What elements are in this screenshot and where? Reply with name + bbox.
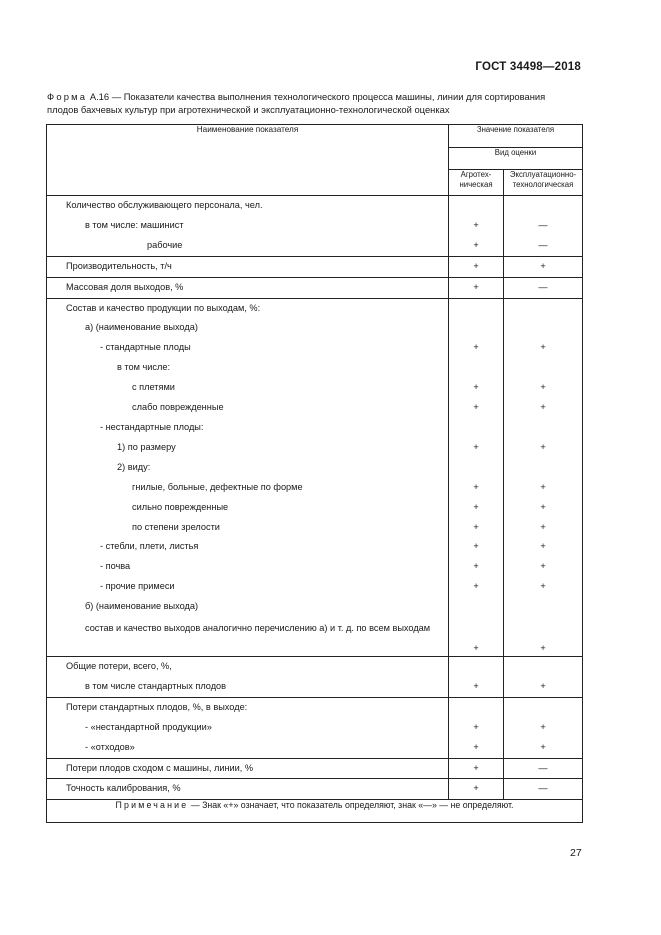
agro-cell: + [449,779,504,800]
agro-cell [449,196,504,216]
table-row-label: - почва [47,557,449,577]
page-number: 27 [570,847,582,859]
expl-cell [504,196,583,216]
expl-cell: + [504,518,583,538]
agro-cell [449,597,504,617]
agro-cell: + [449,537,504,557]
expl-cell [504,657,583,677]
agro-cell: + [449,478,504,498]
table-row-label: - прочие примеси [47,577,449,597]
table-row-label: в том числе: [47,358,449,378]
table-row-label: Состав и качество продукции по выходам, %: [47,298,449,318]
table-row-label: 2) виду: [47,458,449,478]
table-row-label: - стебли, плети, листья [47,537,449,557]
table-row-label: состав и качество выходов аналогично перечислению а) и т. д. по всем выходам [47,617,449,657]
table-row-label: б) (наименование выхода) [47,597,449,617]
agro-cell: + [449,557,504,577]
agro-cell [449,358,504,378]
expl-cell: + [504,617,583,657]
col-header-name: Наименование показателя [47,125,449,196]
expl-cell: + [504,478,583,498]
table-row-label: - «нестандартной продукции» [47,718,449,738]
indicators-table [46,124,583,823]
agro-cell: + [449,617,504,657]
col-header-eval: Вид оценки [449,148,583,170]
expl-cell: + [504,378,583,398]
col-header-agro: Агротех- ническая [449,170,504,196]
caption-line1: А.16 — Показатели качества выполнения технологического процесса машины, линии для сортирования [87,91,546,102]
agro-cell: + [449,438,504,458]
expl-cell [504,597,583,617]
expl-cell: + [504,677,583,697]
col-header-value: Значение показателя [449,125,583,148]
expl-cell [504,418,583,438]
agro-cell: + [449,216,504,236]
expl-cell: + [504,738,583,758]
expl-cell: + [504,338,583,358]
table-note [47,800,583,823]
form-word: Форма [47,91,88,102]
agro-cell: + [449,398,504,418]
table-row-label: Количество обслуживающего персонала, чел. [47,196,449,216]
agro-cell [449,418,504,438]
expl-cell [504,458,583,478]
table-row-label: Потери стандартных плодов, %, в выходе: [47,697,449,717]
expl-cell: + [504,438,583,458]
table-row-label: Общие потери, всего, %, [47,657,449,677]
col-header-expl: Эксплуатационно- технологическая [504,170,583,196]
agro-cell [449,657,504,677]
agro-cell [449,697,504,717]
agro-cell [449,458,504,478]
expl-cell: — [504,216,583,236]
table-row-label: - стандартные плоды [47,338,449,358]
expl-cell: + [504,577,583,597]
agro-cell [449,298,504,318]
standard-number: ГОСТ 34498—2018 [475,61,581,73]
note-text: — Знак «+» означает, что показатель определяют, знак «—» — не определяют. [188,800,514,811]
expl-cell: + [504,718,583,738]
agro-cell [449,318,504,338]
table-row-label: Производительность, т/ч [47,256,449,277]
expl-cell: + [504,557,583,577]
expl-cell [504,318,583,338]
table-row-label: - «отходов» [47,738,449,758]
table-row-label: а) (наименование выхода) [47,318,449,338]
table-row-label: гнилые, больные, дефектные по форме [47,478,449,498]
expl-cell: + [504,398,583,418]
table-row-label: Точность калибрования, % [47,779,449,800]
table-row-label: в том числе стандартных плодов [47,677,449,697]
note-word: Примечание [115,800,189,811]
agro-cell: + [449,758,504,779]
expl-cell: + [504,256,583,277]
expl-cell [504,358,583,378]
agro-cell: + [449,518,504,538]
agro-cell: + [449,738,504,758]
table-row-label: - нестандартные плоды: [47,418,449,438]
table-row-label: рабочие [47,236,449,256]
table-row-label: Потери плодов сходом с машины, линии, % [47,758,449,779]
expl-cell: — [504,758,583,779]
expl-cell [504,697,583,717]
table-row-label: Массовая доля выходов, % [47,277,449,298]
agro-cell: + [449,498,504,518]
expl-cell: — [504,779,583,800]
expl-cell: + [504,537,583,557]
agro-cell: + [449,718,504,738]
agro-cell: + [449,236,504,256]
table-row-label: по степени зрелости [47,518,449,538]
table-row-label: сильно поврежденные [47,498,449,518]
agro-cell: + [449,577,504,597]
table-row-label: слабо поврежденные [47,398,449,418]
expl-cell: — [504,277,583,298]
table-row-label: 1) по размеру [47,438,449,458]
agro-cell: + [449,677,504,697]
agro-cell: + [449,277,504,298]
expl-cell: — [504,236,583,256]
expl-cell [504,298,583,318]
table-row-label: с плетями [47,378,449,398]
agro-cell: + [449,256,504,277]
agro-cell: + [449,338,504,358]
expl-cell: + [504,498,583,518]
caption-line2: плодов бахчевых культур при агротехнической и эксплуатационно-технологической оценках [47,103,450,115]
form-caption [47,91,583,116]
table-row-label: в том числе: машинист [47,216,449,236]
agro-cell: + [449,378,504,398]
